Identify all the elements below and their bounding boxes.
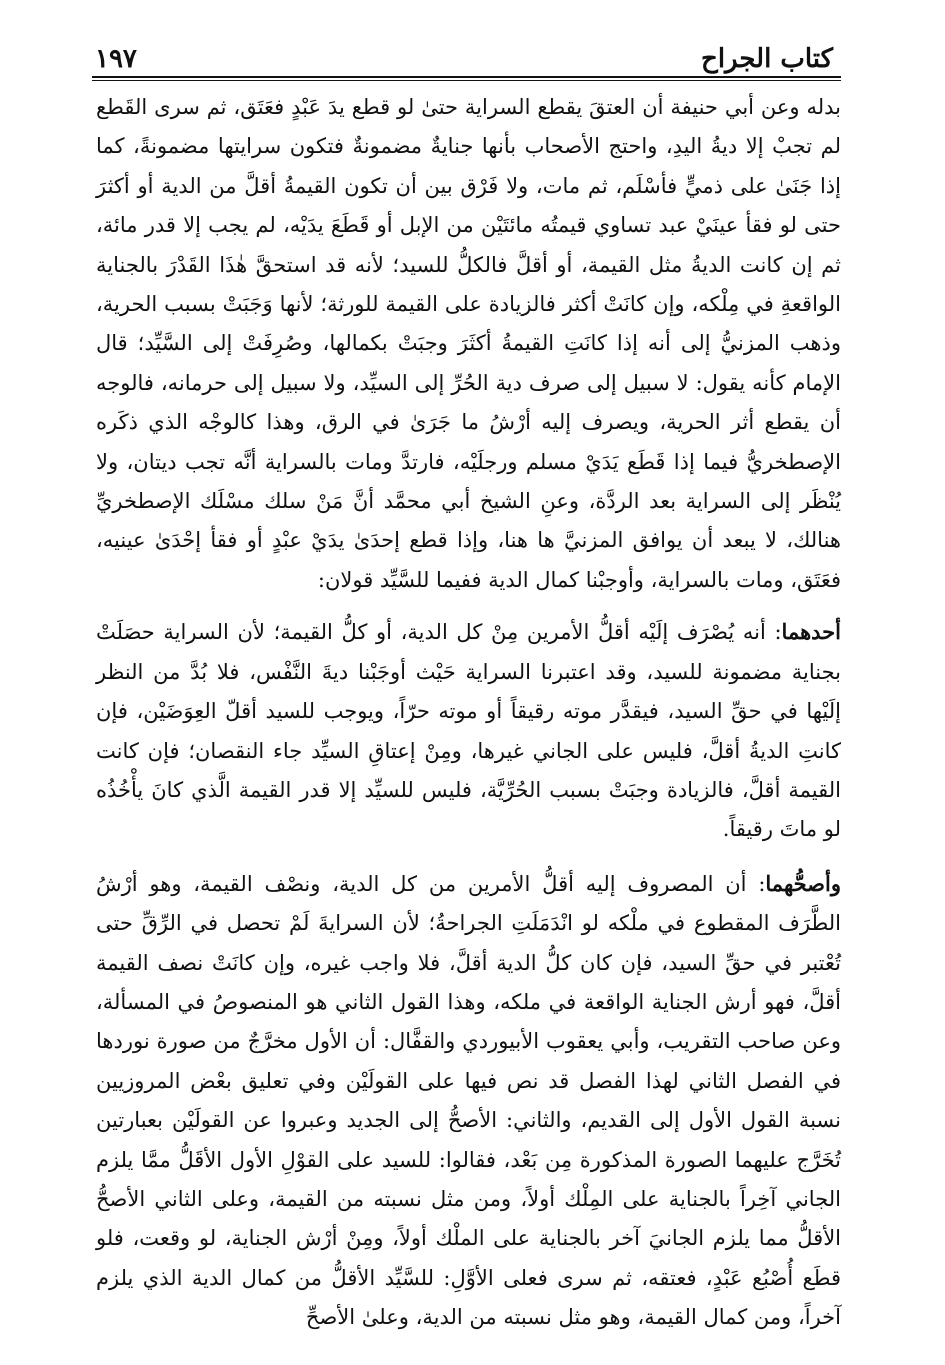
paragraph-3-lead: وأصحُّهما [765, 870, 841, 896]
chapter-title: كتاب الجراح [701, 44, 833, 74]
running-header [95, 30, 833, 74]
paragraph-1-text: بدله وعن أبي حنيفة أن العتقَ يقطع السراية حتىٰ لو قطع يدَ عَبْدٍ فعَتَق، ثم سرى القَطع لم تجبْ إلا ديةُ اليدِ، واحتج الأصحاب بأنها جنايةٌ مضمونةٌ فتكون سرايتها مضمونةً، كما إذا جَنَىٰ على ذميٍّ فأسْلَم، ثم مات، ولا فَرْق بين أن تكون القيمةُ أقلَّ من الدية أو أكثرَ حتى لو فقأ عينَيْ عبد تساوي قيمتُه مائتَيْن من الإبل أو قَطَعَ يدَيْه، لم يجب إلا قدر مائة، ثم إن كانت الديةُ مثل القيمة، أو أقلَّ فالكلُّ للسيد؛ لأنه قد استحقَّ هٰذَا القَدْرَ بالجناية الواقعةِ في مِلْكه، وإن كانَتْ أكثر فالزيادة على القيمة للورثة؛ لأنها وَجَبَتْ بسبب الحرية، وذهب المزنيُّ إلى أنه إذا كانَتِ القيمةُ أكثَرَ وجبَتْ بكمالها، وصُرِفَتْ إلى السَّيِّد؛ قال الإمام كأنه يقول: لا سبيل إلى صرف دية الحُرِّ إلى السيِّد، ولا سبيل إلى حرمانه، فالوجه أن يقطع أثر الحرية، ويصرف إليه أرْشُ ما جَرَىٰ في الرق، وهذا كالوجْه الذي ذكَره الإصطخريُّ فيما إذا قَطَع يَدَيْ مسلم ورجلَيْه، فارتدَّ ومات بالسراية أنَّه تجب ديتان، ولا يُنْظَر إلى السراية بعد الردَّة، وعنِ الشيخ أبي محمَّد أنَّ مَنْ سلك مسْلَك الإصطخريِّ هنالك، لا يبعد أن يوافق المزنيَّ ها هنا، وإذا قطع إحدَىٰ يدَيْ عبْدٍ أو فقأ إحْدَىٰ عينيه، فعَتَق، ومات بالسراية، وأوجبْنا كمال الدية ففيما للسَّيِّد قولان: [96, 95, 841, 592]
paragraph-2-lead: أحدهما [781, 619, 841, 645]
paragraph-2 [96, 612, 841, 849]
paragraph-3-text: : أن المصروف إليه أقلُّ الأمرين من كل الدية، ونصْف القيمة، وهو أرْشُ الطَّرَف المقطوع في ملْكه لو انْدَمَلَتِ الجراحةُ؛ لأن السرايةَ لَمْ تحصل في الرِّقِّ حتى تُعْتبر في حقِّ السيد، فإن كان كلُّ الدية أقلَّ، فلا واجب غيره، وإن كانَتْ نصف القيمة أقلَّ، فهو أرش الجناية الواقعة في ملكه، وهذا القول الثاني هو المنصوصُ في المسألة، وعن صاحب التقريب، وأبي يعقوب الأبيوردي والقفَّال: أن الأول مخرَّجٌ من صورة نوردها في الفصل الثاني لهذا الفصل قد نص فيها على القولَيْن وفي تعليق بعْض المروزيين نسبة القول الأول إلى القديم، والثاني: الأصحُّ إلى الجديد وعبروا عن القولَيْن بعبارتين تُخَرَّج عليهما الصورة المذكورة مِن بَعْد، فقالوا: للسيد على القوْلِ الأول الأقَلُّ ممَّا يلزم الجاني آخِراً بالجناية على المِلْك أولاً، ومن مثل نسبته من القيمة، وعلى الثاني الأصحُّ الأقلُّ مما يلزم الجانيَ آخر بالجناية على الملْك أولاً، ومِنْ أرْش الجناية، لو وقعت، فلو قطَع أُصْبُع عَبْدٍ، فعتقه، ثم سرى فعلى الأوَّلِ: للسَّيِّد الأقلُّ من كمال الدية الذي يلزم آخراً، ومن كمال القيمة، وهو مثل نسبته من الدية، وعلىٰ الأصحِّ [96, 871, 842, 1330]
paragraph-2-text: : أنه يُصْرَف إلَيْه أقلُّ الأمرين مِنْ كل الدية، أو كلُّ القيمة؛ لأن السراية حصَلَتْ بجناية مضمونة للسيد، وقد اعتبرنا السراية حَيْث أوجَبْنا ديةَ النَّفْس، فلا بُدَّ من النظر إلَيْها في حقِّ السيد، فيقدَّر موته رقيقاً أو موته حرّاً، ويوجب للسيد أقلّ العِوَضَيْن، فإن كانتِ الديةُ أقلَّ، فليس على الجاني غيرها، ومِنْ إعتاقِ السيِّد جاء النقصان؛ فإن كانت القيمة أقلَّ، فالزيادة وجبَتْ بسبب الحُرِّيَّة، فليس للسيِّد إلا قدر القيمة الَّذي كانَ يأْخُذُه لو ماتَ رقيقاً. [96, 620, 841, 842]
header-rule [92, 76, 841, 81]
main-text [96, 88, 841, 1338]
paragraph-1 [96, 88, 841, 600]
paragraph-3 [96, 864, 841, 1338]
page-number: ١٩٧ [95, 44, 137, 74]
